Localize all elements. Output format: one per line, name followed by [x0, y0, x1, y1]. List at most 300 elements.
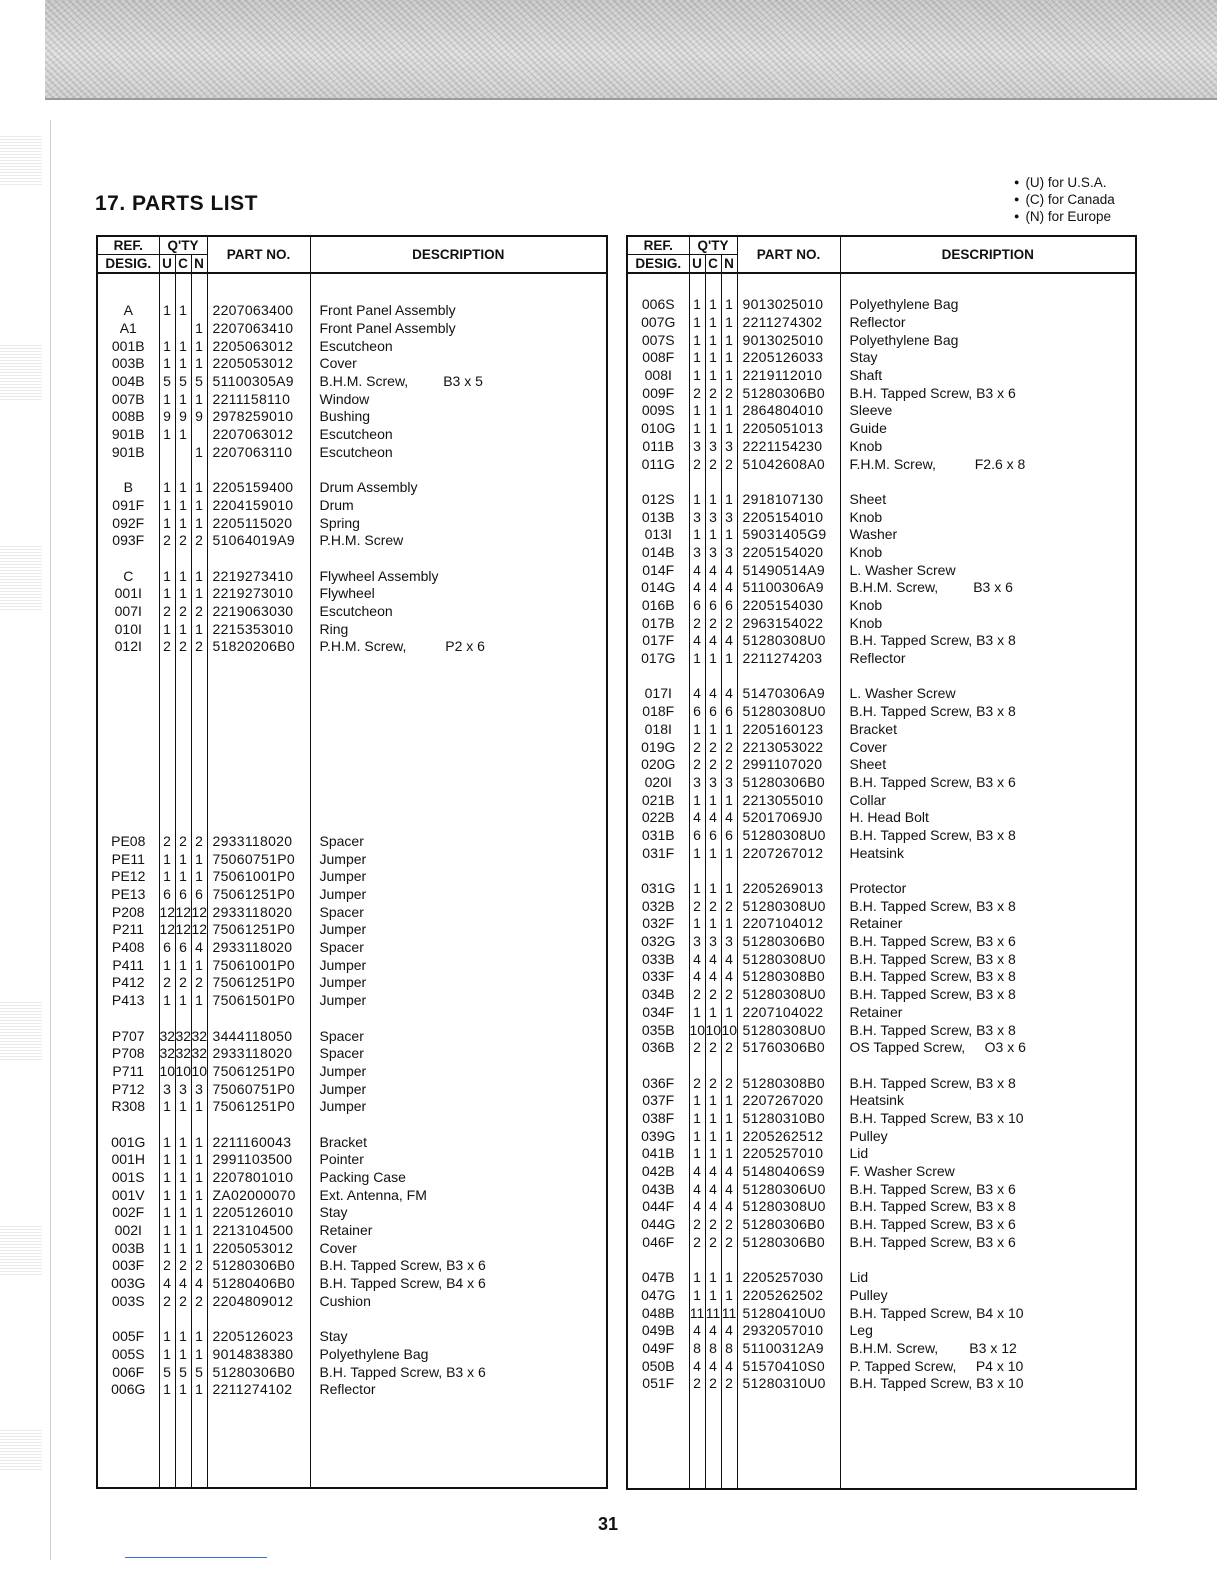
part-no-cell: 75060751P0: [207, 850, 310, 868]
description-cell: B.H.M. Screw, B3 x 12: [840, 1340, 1136, 1358]
table-row: [97, 390, 607, 408]
part-no-cell: 75060751P0: [207, 1080, 310, 1098]
description-cell: Sleeve: [840, 402, 1136, 420]
table-row: [97, 1346, 607, 1364]
qty-c-cell: [175, 1116, 191, 1134]
table-row: [97, 1275, 607, 1293]
parts-table-left: [96, 235, 608, 1489]
qty-n-cell: 1: [191, 320, 207, 338]
desig-header: DESIG.: [97, 255, 159, 274]
qty-n-cell: 1: [191, 444, 207, 462]
qty-c-cell: 6: [175, 939, 191, 957]
qty-u-cell: 2: [689, 897, 705, 915]
qty-c-cell: [175, 727, 191, 745]
table-row: [97, 1222, 607, 1240]
qty-u-cell: 4: [689, 632, 705, 650]
table-row: [627, 791, 1136, 809]
qty-n-cell: 2: [191, 974, 207, 992]
table-row: [97, 1293, 607, 1311]
table-row: [627, 473, 1136, 491]
description-cell: Drum: [310, 497, 607, 515]
table-row: [627, 685, 1136, 703]
table-row: [627, 1304, 1136, 1322]
qty-c-cell: 2: [705, 455, 721, 473]
qty-n-cell: 2: [721, 986, 737, 1004]
part-no-cell: 51280306U0: [737, 1180, 840, 1198]
qty-u-cell: 2: [159, 603, 175, 621]
description-cell: H. Head Bolt: [840, 809, 1136, 827]
qty-u-cell: 12: [159, 921, 176, 938]
qty-c-cell: 4: [705, 809, 721, 827]
description-cell: Polyethylene Bag: [840, 331, 1136, 349]
qty-n-cell: 4: [721, 1357, 737, 1375]
description-cell: Jumper: [310, 1063, 607, 1081]
spacer-cell: [737, 1393, 840, 1489]
description-cell: Cover: [310, 1239, 607, 1257]
part-no-cell: 75061001P0: [207, 956, 310, 974]
table-row: [97, 744, 607, 762]
spacer-row: [627, 273, 1136, 296]
description-cell: B.H. Tapped Screw, B3 x 6: [840, 1233, 1136, 1251]
description-cell: [310, 709, 607, 727]
qty-u-cell: 5: [159, 373, 175, 391]
spacer-cell: [737, 273, 840, 296]
qty-c-cell: 1: [175, 585, 191, 603]
part-no-cell: [207, 727, 310, 745]
qty-n-cell: 2: [721, 1233, 737, 1251]
part-no-cell: 51100305A9: [207, 373, 310, 391]
qty-u-cell: [159, 320, 175, 338]
part-no-cell: 2219112010: [737, 367, 840, 385]
ref-desig-cell: [97, 744, 159, 762]
qty-c-cell: 1: [705, 296, 721, 314]
ref-desig-cell: [627, 473, 689, 491]
qty-n-cell: [191, 656, 207, 674]
qty-c-cell: 1: [175, 567, 191, 585]
qty-u-cell: 1: [159, 1151, 175, 1169]
description-cell: Knob: [840, 438, 1136, 456]
description-cell: [310, 727, 607, 745]
table-row: [627, 508, 1136, 526]
qty-u-cell: 1: [159, 585, 175, 603]
table-row: [97, 1239, 607, 1257]
qty-u-cell: 4: [689, 950, 705, 968]
qty-c-cell: 2: [705, 1074, 721, 1092]
table-row: [97, 709, 607, 727]
part-no-cell: 2215353010: [207, 620, 310, 638]
table-row: [97, 1186, 607, 1204]
table-row: [627, 862, 1136, 880]
qty-n-cell: 1: [191, 1346, 207, 1364]
spacer-row: [627, 1393, 1136, 1489]
qty-u-cell: 6: [689, 703, 705, 721]
part-no-cell: 51280308U0: [737, 950, 840, 968]
n-header: N: [191, 255, 207, 274]
qty-c-cell: 3: [705, 438, 721, 456]
qty-header: Q'TY: [689, 236, 737, 255]
ref-desig-cell: [97, 727, 159, 745]
description-cell: B.H. Tapped Screw, B3 x 6: [840, 933, 1136, 951]
qty-n-cell: [191, 426, 207, 444]
qty-u-cell: 2: [159, 638, 175, 656]
description-cell: Spring: [310, 514, 607, 532]
qty-u-cell: 2: [689, 1074, 705, 1092]
qty-c-cell: 1: [705, 349, 721, 367]
qty-n-cell: 10: [721, 1021, 738, 1038]
ref-desig-cell: P408: [97, 939, 159, 957]
description-cell: P.H.M. Screw, P2 x 6: [310, 638, 607, 656]
description-cell: B.H. Tapped Screw, B3 x 8: [840, 703, 1136, 721]
table-row: [627, 314, 1136, 332]
qty-u-cell: 1: [689, 331, 705, 349]
qty-c-cell: 1: [705, 367, 721, 385]
qty-u-cell: 4: [689, 685, 705, 703]
ref-desig-cell: 032B: [627, 897, 689, 915]
qty-n-cell: [191, 673, 207, 691]
table-row: [627, 1092, 1136, 1110]
description-cell: Protector: [840, 880, 1136, 898]
ref-desig-cell: 034B: [627, 986, 689, 1004]
table-row: [627, 349, 1136, 367]
part-no-cell: 2205126010: [207, 1204, 310, 1222]
description-cell: [840, 473, 1136, 491]
qty-n-cell: 1: [721, 1092, 737, 1110]
table-row: [97, 355, 607, 373]
qty-c-cell: 12: [175, 921, 192, 938]
description-cell: Polyethylene Bag: [840, 296, 1136, 314]
part-no-cell: 51280308U0: [737, 827, 840, 845]
table-row: [97, 585, 607, 603]
qty-n-cell: 3: [721, 933, 737, 951]
table-row: [97, 1328, 607, 1346]
qty-c-cell: 5: [175, 1363, 191, 1381]
qty-u-cell: [159, 444, 175, 462]
ref-desig-cell: 042B: [627, 1163, 689, 1181]
table-row: [97, 514, 607, 532]
qty-n-cell: 1: [721, 420, 737, 438]
part-no-cell: 2207801010: [207, 1169, 310, 1187]
part-no-cell: 2213104500: [207, 1222, 310, 1240]
qty-n-cell: [191, 1116, 207, 1134]
ref-desig-cell: 001H: [97, 1151, 159, 1169]
ref-desig-cell: [97, 797, 159, 815]
ref-desig-cell: [627, 1251, 689, 1269]
qty-c-cell: 1: [175, 1346, 191, 1364]
qty-n-cell: 1: [191, 992, 207, 1010]
part-no-cell: 75061251P0: [207, 921, 310, 939]
table-row: [97, 727, 607, 745]
part-no-cell: 51280306B0: [737, 1216, 840, 1234]
qty-u-cell: 4: [689, 968, 705, 986]
qty-n-cell: 2: [721, 738, 737, 756]
qty-c-cell: 2: [175, 1293, 191, 1311]
part-no-cell: 75061501P0: [207, 992, 310, 1010]
part-no-cell: 2205126033: [737, 349, 840, 367]
ref-desig-cell: P712: [97, 1080, 159, 1098]
description-cell: Knob: [840, 597, 1136, 615]
part-no-cell: 2204809012: [207, 1293, 310, 1311]
legend-item: ● (U) for U.S.A.: [1014, 175, 1115, 192]
description-cell: Retainer: [840, 915, 1136, 933]
qty-c-cell: [175, 691, 191, 709]
description-cell: Washer: [840, 526, 1136, 544]
qty-n-cell: 2: [721, 1375, 737, 1393]
qty-n-cell: [191, 302, 207, 320]
description-cell: Knob: [840, 614, 1136, 632]
ref-desig-cell: 020G: [627, 756, 689, 774]
description-cell: Jumper: [310, 921, 607, 939]
qty-u-cell: 2: [689, 1216, 705, 1234]
qty-n-cell: 1: [191, 497, 207, 515]
part-no-cell: 51570410S0: [737, 1357, 840, 1375]
qty-n-cell: 1: [721, 791, 737, 809]
ref-desig-cell: [97, 656, 159, 674]
ref-desig-cell: 008F: [627, 349, 689, 367]
part-no-cell: 51042608A0: [737, 455, 840, 473]
ref-desig-cell: 013B: [627, 508, 689, 526]
scan-noise: [0, 345, 42, 400]
qty-n-cell: 2: [191, 532, 207, 550]
qty-n-cell: [191, 727, 207, 745]
part-no-cell: 2211274302: [737, 314, 840, 332]
qty-c-cell: [175, 550, 191, 568]
spacer-row: [97, 273, 607, 302]
qty-c-cell: 5: [175, 373, 191, 391]
part-no-cell: [207, 461, 310, 479]
part-no-cell: 2978259010: [207, 408, 310, 426]
description-cell: Escutcheon: [310, 426, 607, 444]
ref-desig-cell: 017I: [627, 685, 689, 703]
c-header: C: [705, 255, 721, 274]
qty-n-cell: 2: [191, 603, 207, 621]
ref-desig-cell: 007G: [627, 314, 689, 332]
qty-u-cell: 1: [159, 1239, 175, 1257]
qty-n-cell: 4: [721, 561, 737, 579]
qty-n-cell: 1: [191, 868, 207, 886]
spacer-cell: [840, 1393, 1136, 1489]
table-row: [627, 880, 1136, 898]
qty-c-cell: 3: [705, 933, 721, 951]
qty-c-cell: 1: [175, 850, 191, 868]
description-cell: [310, 1116, 607, 1134]
qty-c-cell: 1: [705, 1287, 721, 1305]
qty-c-cell: 1: [175, 956, 191, 974]
scan-noise: [0, 1430, 42, 1470]
part-no-cell: 2204159010: [207, 497, 310, 515]
table-row: [627, 756, 1136, 774]
qty-n-cell: 4: [721, 1180, 737, 1198]
ref-desig-cell: [97, 1310, 159, 1328]
qty-u-cell: 1: [159, 956, 175, 974]
ref-desig-cell: 008B: [97, 408, 159, 426]
ref-desig-cell: 010I: [97, 620, 159, 638]
part-no-cell: 2933118020: [207, 903, 310, 921]
qty-u-cell: 4: [689, 1357, 705, 1375]
table-row: [627, 738, 1136, 756]
part-no-cell: 51280308U0: [737, 986, 840, 1004]
table-row: [97, 903, 607, 921]
ref-desig-cell: P711: [97, 1063, 159, 1081]
qty-n-cell: 1: [191, 850, 207, 868]
ref-desig-cell: P413: [97, 992, 159, 1010]
description-cell: Front Panel Assembly: [310, 302, 607, 320]
table-row: [97, 992, 607, 1010]
description-cell: Lid: [840, 1145, 1136, 1163]
part-no-cell: [207, 815, 310, 833]
description-cell: [840, 1251, 1136, 1269]
qty-u-cell: 4: [689, 1322, 705, 1340]
table-row: [97, 868, 607, 886]
description-cell: [310, 550, 607, 568]
description-cell: Jumper: [310, 1080, 607, 1098]
qty-n-cell: [191, 550, 207, 568]
part-no-cell: 2219273410: [207, 567, 310, 585]
description-cell: F. Washer Screw: [840, 1163, 1136, 1181]
qty-u-cell: 1: [159, 992, 175, 1010]
qty-c-cell: [175, 1010, 191, 1028]
ref-desig-cell: 049B: [627, 1322, 689, 1340]
table-row: [627, 1110, 1136, 1128]
ref-desig-cell: 017F: [627, 632, 689, 650]
qty-u-cell: [159, 656, 175, 674]
qty-n-cell: 1: [721, 1287, 737, 1305]
part-no-cell: 51280406B0: [207, 1275, 310, 1293]
qty-n-cell: 1: [721, 349, 737, 367]
qty-c-cell: 1: [175, 514, 191, 532]
part-no-cell: [207, 780, 310, 798]
scan-noise: [0, 135, 42, 185]
qty-u-cell: 6: [689, 597, 705, 615]
spacer-cell: [191, 273, 207, 302]
description-cell: Escutcheon: [310, 337, 607, 355]
description-cell: Jumper: [310, 1098, 607, 1116]
spacer-cell: [705, 273, 721, 296]
ref-desig-cell: 011B: [627, 438, 689, 456]
table-row: [627, 561, 1136, 579]
qty-u-cell: [159, 727, 175, 745]
qty-n-cell: 32: [191, 1027, 208, 1044]
description-cell: [310, 1310, 607, 1328]
description-cell: Pulley: [840, 1287, 1136, 1305]
spacer-cell: [840, 273, 1136, 296]
qty-u-cell: 4: [689, 1198, 705, 1216]
ref-desig-cell: P412: [97, 974, 159, 992]
qty-u-cell: 10: [159, 1062, 176, 1079]
description-cell: B.H.M. Screw, B3 x 5: [310, 373, 607, 391]
qty-n-cell: 1: [721, 526, 737, 544]
spacer-row: [97, 1399, 607, 1488]
qty-c-cell: 1: [705, 1004, 721, 1022]
qty-n-cell: [191, 797, 207, 815]
qty-n-cell: 1: [721, 296, 737, 314]
description-cell: L. Washer Screw: [840, 561, 1136, 579]
ref-desig-cell: 012I: [97, 638, 159, 656]
part-no-cell: 2207104012: [737, 915, 840, 933]
part-no-cell: 51280310U0: [737, 1375, 840, 1393]
description-cell: Ext. Antenna, FM: [310, 1186, 607, 1204]
qty-n-cell: 2: [721, 756, 737, 774]
description-cell: B.H. Tapped Screw, B3 x 8: [840, 950, 1136, 968]
ref-desig-cell: P208: [97, 903, 159, 921]
table-row: [97, 337, 607, 355]
qty-n-cell: 1: [191, 585, 207, 603]
description-cell: Spacer: [310, 833, 607, 851]
qty-c-cell: 1: [175, 302, 191, 320]
ref-desig-cell: [97, 815, 159, 833]
qty-u-cell: 1: [689, 349, 705, 367]
qty-u-cell: 1: [159, 355, 175, 373]
qty-u-cell: 1: [689, 1145, 705, 1163]
ref-desig-cell: PE11: [97, 850, 159, 868]
qty-n-cell: 4: [191, 939, 207, 957]
table-row: [627, 632, 1136, 650]
qty-c-cell: 1: [175, 426, 191, 444]
qty-c-cell: [175, 461, 191, 479]
qty-c-cell: 6: [175, 886, 191, 904]
table-row: [97, 833, 607, 851]
qty-c-cell: 6: [705, 827, 721, 845]
description-cell: B.H. Tapped Screw, B3 x 8: [840, 632, 1136, 650]
qty-n-cell: 2: [721, 384, 737, 402]
qty-c-cell: 2: [705, 614, 721, 632]
table-row: [627, 667, 1136, 685]
part-no-cell: 2991107020: [737, 756, 840, 774]
table-row: [627, 402, 1136, 420]
qty-n-cell: 1: [191, 1098, 207, 1116]
spacer-cell: [175, 273, 191, 302]
ref-desig-cell: B: [97, 479, 159, 497]
qty-u-cell: 1: [159, 1098, 175, 1116]
scan-noise: [0, 545, 42, 610]
qty-n-cell: 6: [721, 597, 737, 615]
ref-desig-cell: 001G: [97, 1133, 159, 1151]
qty-c-cell: 4: [705, 561, 721, 579]
qty-u-cell: 2: [689, 1375, 705, 1393]
description-cell: Jumper: [310, 974, 607, 992]
ref-desig-cell: 036B: [627, 1039, 689, 1057]
part-no-cell: [207, 656, 310, 674]
table-row: [97, 1310, 607, 1328]
ref-desig-cell: 016B: [627, 597, 689, 615]
table-row: [97, 797, 607, 815]
qty-n-cell: 1: [721, 880, 737, 898]
description-cell: [310, 815, 607, 833]
part-no-cell: 2205115020: [207, 514, 310, 532]
qty-u-cell: [159, 762, 175, 780]
part-no-cell: 2205257010: [737, 1145, 840, 1163]
part-no-cell: [207, 744, 310, 762]
qty-c-cell: 4: [175, 1275, 191, 1293]
qty-u-cell: 2: [159, 1257, 175, 1275]
table-row: [627, 1021, 1136, 1039]
ref-desig-cell: 047B: [627, 1269, 689, 1287]
qty-u-cell: 1: [689, 296, 705, 314]
ref-desig-cell: 002I: [97, 1222, 159, 1240]
qty-n-cell: 4: [721, 632, 737, 650]
part-no-cell: [207, 550, 310, 568]
part-no-cell: 2933118020: [207, 939, 310, 957]
qty-n-cell: 1: [191, 1328, 207, 1346]
qty-c-cell: 1: [705, 791, 721, 809]
description-cell: Stay: [310, 1204, 607, 1222]
description-cell: [310, 762, 607, 780]
part-no-cell: 51280306B0: [737, 1233, 840, 1251]
qty-c-cell: 4: [705, 1180, 721, 1198]
qty-n-cell: 4: [191, 1275, 207, 1293]
qty-n-cell: 1: [191, 1169, 207, 1187]
table-row: [97, 1027, 607, 1045]
qty-u-cell: 1: [689, 1092, 705, 1110]
